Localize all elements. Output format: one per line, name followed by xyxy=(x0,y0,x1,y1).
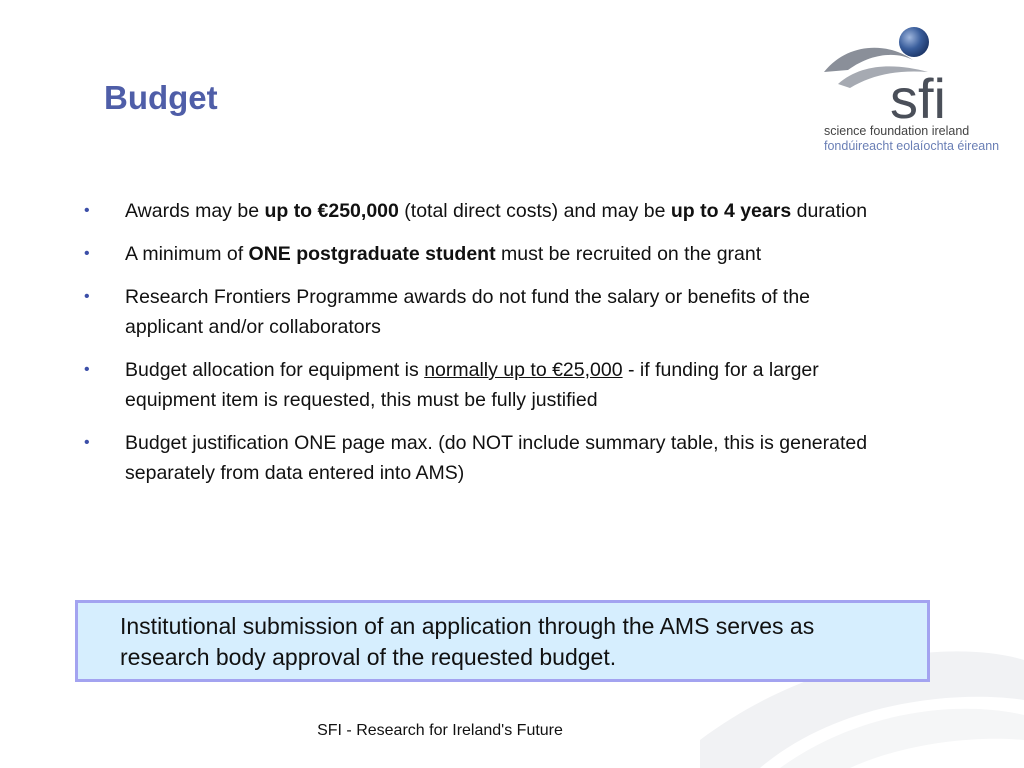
logo-tagline-irish: fondúireacht eolaíochta éireann xyxy=(824,139,1000,153)
slide-title: Budget xyxy=(104,79,218,116)
bullet-marker-icon: • xyxy=(84,434,90,451)
slide-footer: SFI - Research for Ireland's Future xyxy=(317,722,563,739)
bullet-marker-icon: • xyxy=(84,245,90,262)
bullet-list xyxy=(84,196,884,488)
bullet-award-amount: • Awards may be up to €250,000 (total direct costs) and may be up to 4 years duration xyxy=(84,196,884,226)
approval-callout-text: Institutional submission of an application through the AMS serves as research body approval of the requested budget. xyxy=(120,613,815,670)
bullet-marker-icon: • xyxy=(84,361,90,378)
logo-mark-text: sfi xyxy=(890,67,946,130)
bullet-equipment-allocation: • Budget allocation for equipment is normally up to €25,000 - if funding for a larger equipment item is requested, this must be fully justified xyxy=(84,355,884,415)
logo-tagline-english: science foundation ireland xyxy=(824,124,970,138)
bullet-budget-justification: • Budget justification ONE page max. (do NOT include summary table, this is generated separately from data entered into AMS) xyxy=(84,428,884,488)
bullet-marker-icon: • xyxy=(84,288,90,305)
bullet-marker-icon: • xyxy=(84,202,90,219)
approval-callout-box xyxy=(75,600,930,682)
bullet-postgraduate-student: • A minimum of ONE postgraduate student must be recruited on the grant xyxy=(84,239,884,269)
bullet-salary-exclusion: • Research Frontiers Programme awards do not fund the salary or benefits of the applicant and/or collaborators xyxy=(84,282,884,342)
